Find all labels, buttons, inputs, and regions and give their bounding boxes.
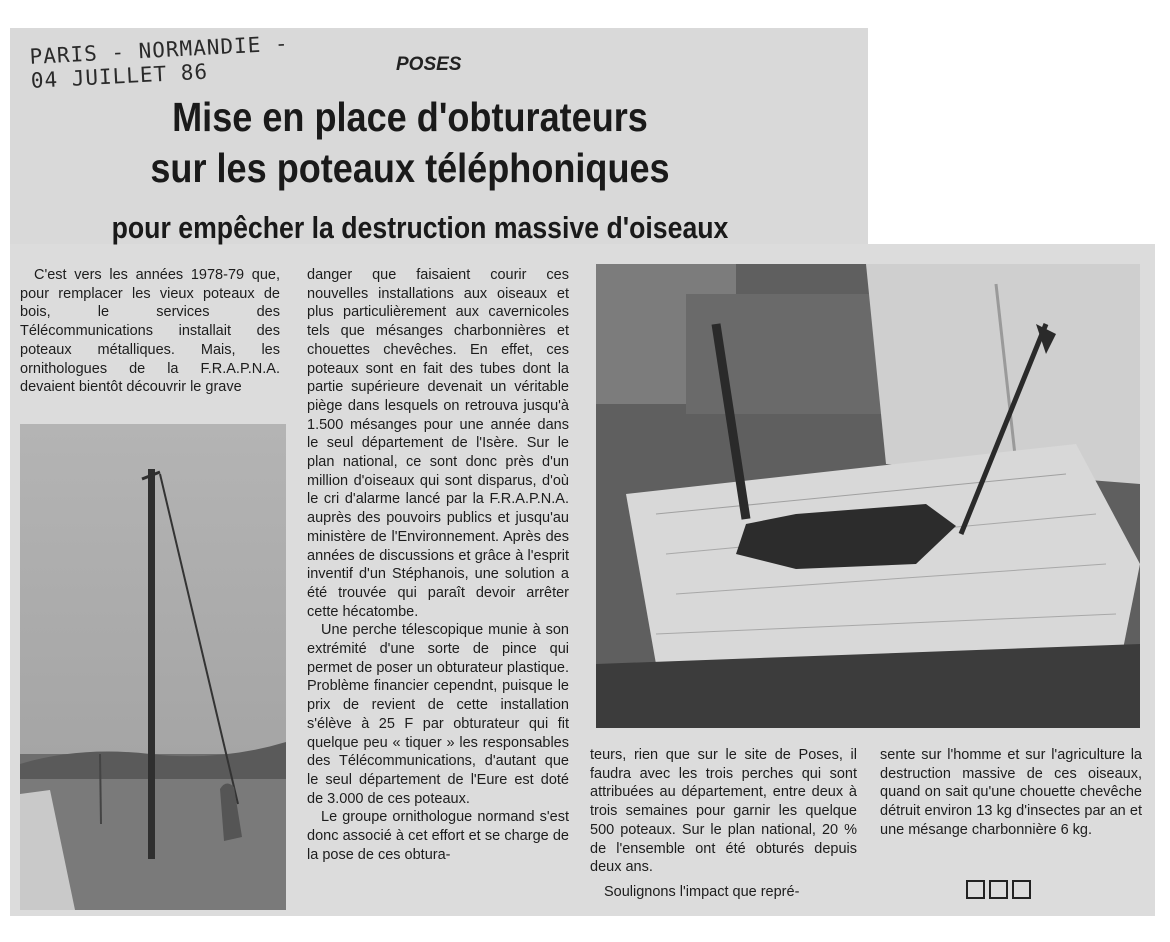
end-square-icon [989,880,1008,899]
article-column-3 [590,746,857,902]
headline-line-2: sur les poteaux téléphoniques [150,145,670,191]
paragraph: Une perche télescopique munie à son extrémité d'une sorte de pince qui permet de poser un obturateur plastique. Problème financier cependnt, puisque le prix de revient de cette installation s'élève à 25 F par obturateur qui fit quelque peu « tiquer » les responsables des Télécommunications, d'autant que le seul département de l'Eure est doté de 3.000 de ces poteaux. [307,622,569,807]
photo-pole-field [20,424,286,910]
paragraph: Le groupe ornithologue normand s'est donc associé à cet effort et se charge de la pose de ces obtura- [307,809,569,863]
pole-field-illustration [20,424,286,910]
article-column-2 [307,266,569,865]
subheadline: pour empêcher la destruction massive d'oiseaux [111,210,729,245]
headline [102,92,718,194]
obturator-illustration [596,264,1140,728]
paragraph: Soulignons l'impact que repré- [604,883,800,900]
paragraph: sente sur l'homme et sur l'agriculture la destruction massive de ces oiseaux, quand on sait qu'une chouette chevêche détruit environ 13 kg d'insectes par an et une mésange charbonnière 6 kg. [880,747,1142,838]
paragraph: C'est vers les années 1978-79 que, pour remplacer les vieux poteaux de bois, le services des Télécommunications installait des poteaux métalliques. Mais, les ornithologues de la F.R.A.P.N.A. devaient bientôt découvrir le grave [20,267,280,396]
end-square-icon [966,880,985,899]
handwritten-source: PARIS - NORMANDIE - [28,31,290,69]
section-label: POSES [396,54,462,75]
paragraph: teurs, rien que sur le site de Poses, il faudra avec les trois perches qui sont attribuées au département, entre deux à trois semaines pour garnir les quelque 500 poteaux. Sur le plan national, 20 % de l'ensemble ont été obturés depuis deux ans. [590,747,857,876]
article-column-4 [880,746,1142,840]
headline-line-1: Mise en place d'obturateurs [172,94,648,140]
photo-obturator-on-map [596,264,1140,728]
handwritten-date: 04 JUILLET 86 [30,59,209,93]
article-column-1 [20,266,280,397]
end-square-icon [1012,880,1031,899]
end-of-article-mark [966,880,1031,899]
paragraph: danger que faisaient courir ces nouvelles installations aux oiseaux et plus particulièrement aux cavernicoles tels que mésanges charbonnières et chouettes chevêches. En effet, ces poteaux sont en fait des tubes dont la partie supérieure devenait un véritable piège dans lesquels on retrouva jusqu'à 1.500 mésanges pour une année dans le seul département de l'Isère. Sur le plan national, ce sont donc près d'un million d'oiseaux qui sont disparus, d'où le cri d'alarme lancé par la F.R.A.P.N.A. auprès des pouvoirs publics et jusqu'au ministère de l'Environnement. Après des années de discussions et grâce à l'esprit inventif d'un Stéphanois, une solution a été trouvée qui paraît devoir arrêter cette hécatombe. [307,267,569,620]
